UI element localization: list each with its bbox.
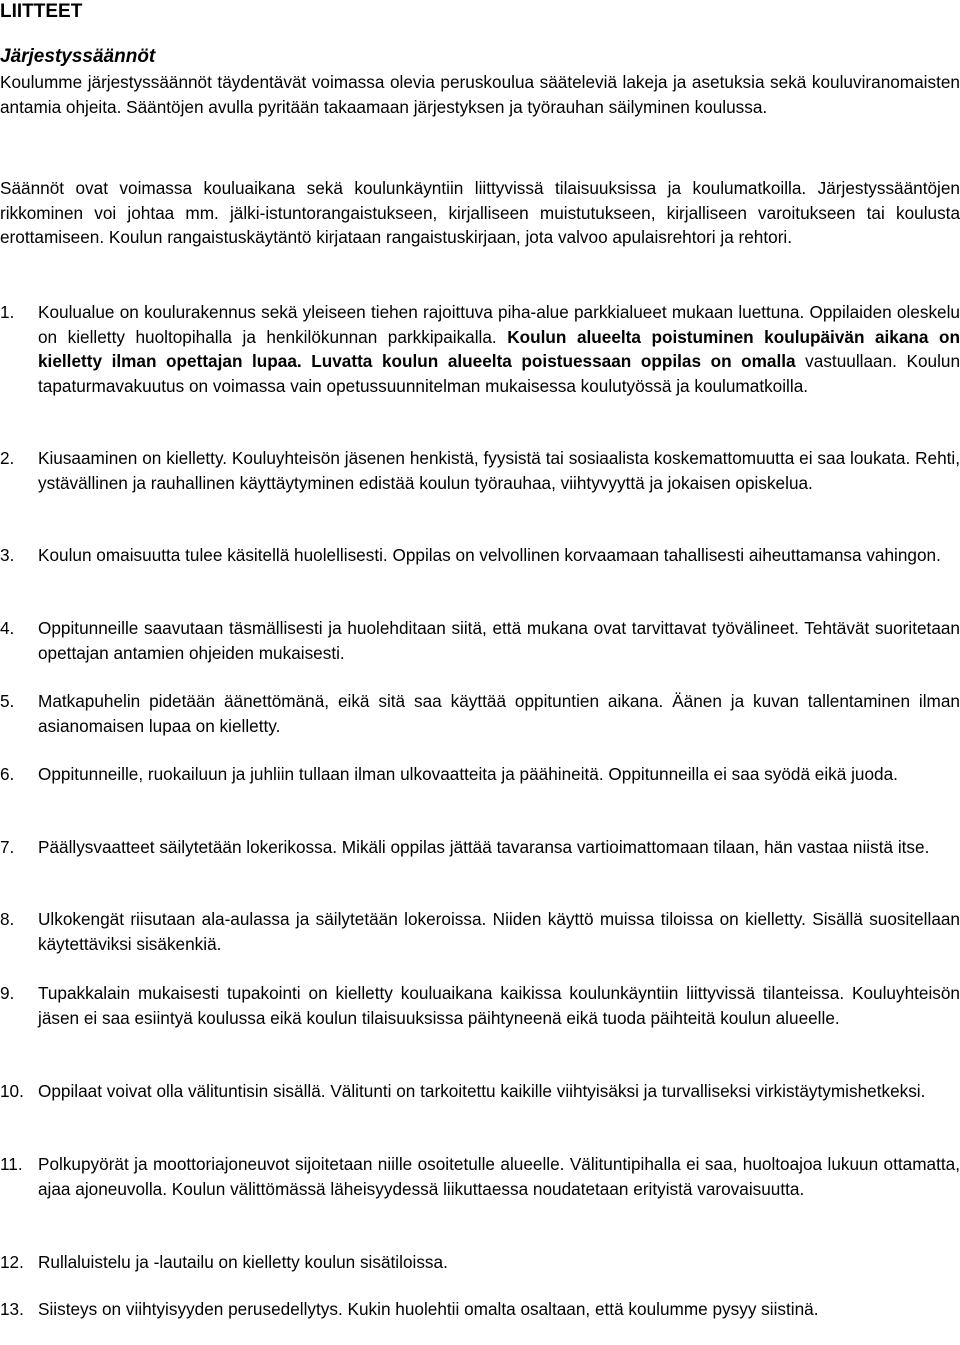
- rule-number: 11.: [0, 1154, 23, 1174]
- rule-text: Päällysvaatteet säilytetään lokerikossa. Mikäli oppilas jättää tavaransa vartioimattomaan tilaan, hän vastaa niistä itse.: [38, 837, 930, 857]
- rule-item: [0, 300, 960, 398]
- rule-item: [0, 1152, 960, 1201]
- rule-text: Koulun omaisuutta tulee käsitellä huolellisesti. Oppilas on velvollinen korvaamaan tahallisesti aiheuttamansa vahingon.: [38, 545, 941, 565]
- rule-text: Oppilaat voivat olla välituntisin sisällä. Välitunti on tarkoitettu kaikille viihtyisäksi ja turvalliseksi virkistäytymishetkeksi.: [38, 1081, 926, 1101]
- rule-item: [0, 907, 960, 956]
- rule-number: 4.: [0, 618, 15, 638]
- rule-number: 13.: [0, 1299, 24, 1319]
- intro-paragraph: Koulumme järjestyssäännöt täydentävät voimassa olevia peruskoulua sääteleviä lakeja ja asetuksia sekä kouluviranomaisten antamia ohjeita. Sääntöjen avulla pyritään takaamaan järjestyksen ja työrauhan säilyminen koulussa.: [0, 72, 960, 117]
- rule-text: [38, 300, 960, 398]
- rule-number: 6.: [0, 764, 15, 784]
- rule-text: Kiusaaminen on kielletty. Kouluyhteisön jäsenen henkistä, fyysistä tai sosiaalista koskemattomuutta ei saa loukata. Rehti, ystävällinen ja rauhallinen käyttäytyminen edistää koulun työrauhaa, viihtyvyyttä ja jokaisen opiskelua.: [38, 448, 960, 493]
- rule-text-part: Koulualue on koulurakennus sekä yleiseen tiehen rajoittuva piha-alue parkkialueet mukaan luettuna. Oppilaiden oleskelu on kielletty huoltopihalla ja henkilökunnan parkkipaikalla.: [38, 302, 960, 347]
- rule-number: 9.: [0, 983, 15, 1003]
- rule-number: 7.: [0, 837, 15, 857]
- intro-paragraph: Säännöt ovat voimassa kouluaikana sekä koulunkäyntiin liittyvissä tilaisuuksissa ja koulumatkoilla. Järjestyssääntöjen rikkominen voi johtaa mm. jälki-istuntorangaistukseen, kirjalliseen muistutukseen, kirjalliseen varoitukseen tai koulusta erottamiseen. Koulun rangaistuskäytäntö kirjataan rangaistuskirjaan, jota valvoo apulaisrehtori ja rehtori.: [0, 178, 960, 248]
- rule-item: [0, 446, 960, 495]
- rule-text: Polkupyörät ja moottoriajoneuvot sijoitetaan niille osoitetulle alueelle. Välituntipihalla ei saa, huoltoajoa lukuun ottamatta, ajaa ajoneuvolla. Koulun välittömässä läheisyydessä liikuttaessa noudatetaan erityistä varovaisuutta.: [38, 1154, 960, 1199]
- rule-number: 8.: [0, 909, 15, 929]
- rule-item: [0, 835, 960, 860]
- rule-item: [0, 1250, 960, 1275]
- document-heading: LIITTEET: [0, 1, 83, 22]
- rule-text: Tupakkalain mukaisesti tupakointi on kielletty kouluaikana kaikissa koulunkäyntiin liittyvissä tilanteissa. Kouluyhteisön jäsen ei saa esiintyä koulussa eikä koulun tilaisuuksissa päihtyneenä eikä tuoda päihteitä koulun alueelle.: [38, 983, 960, 1028]
- rule-item: [0, 1079, 960, 1104]
- rule-item: [0, 616, 960, 665]
- rule-number: 2.: [0, 448, 15, 468]
- rule-item: [0, 981, 960, 1030]
- rule-number: 3.: [0, 545, 15, 565]
- rule-number: 10.: [0, 1081, 24, 1101]
- rule-number: 5.: [0, 691, 15, 711]
- rule-text-part: vastuullaan. Koulun tapaturmavakuutus on voimassa vain opetussuunnitelman mukaisessa koulutyössä ja koulumatkoilla.: [38, 351, 960, 396]
- rule-item: [0, 543, 960, 568]
- rule-bold-text: Koulun alueelta poistuminen koulupäivän aikana on kielletty ilman opettajan lupaa. Luvatta koulun alueelta poistuessaan oppilas on omalla: [38, 326, 960, 372]
- rule-text: Oppitunneille saavutaan täsmällisesti ja huolehditaan siitä, että mukana ovat tarvittavat työvälineet. Tehtävät suoritetaan opettajan antamien ohjeiden mukaisesti.: [38, 618, 960, 663]
- rule-number: 12.: [0, 1252, 24, 1272]
- rule-text: Rullaluistelu ja -lautailu on kielletty koulun sisätiloissa.: [38, 1252, 448, 1272]
- rule-number: 1.: [0, 302, 15, 322]
- rule-text: Oppitunneille, ruokailuun ja juhliin tullaan ilman ulkovaatteita ja päähineitä. Oppitunneilla ei saa syödä eikä juoda.: [38, 764, 898, 784]
- rule-text: Siisteys on viihtyisyyden perusedellytys. Kukin huolehtii omalta osaltaan, että koulumme pysyy siistinä.: [38, 1299, 819, 1319]
- rule-text: Ulkokengät riisutaan ala-aulassa ja säilytetään lokeroissa. Niiden käyttö muissa tiloissa on kielletty. Sisällä suositellaan käytettäviksi sisäkenkiä.: [38, 909, 960, 954]
- rule-item: [0, 1297, 960, 1322]
- rule-item: [0, 689, 960, 738]
- rule-text: Matkapuhelin pidetään äänettömänä, eikä sitä saa käyttää oppituntien aikana. Äänen ja kuvan tallentaminen ilman asianomaisen lupaa on kielletty.: [38, 691, 960, 736]
- rule-item: [0, 762, 960, 787]
- section-title: Järjestyssäännöt: [0, 46, 156, 67]
